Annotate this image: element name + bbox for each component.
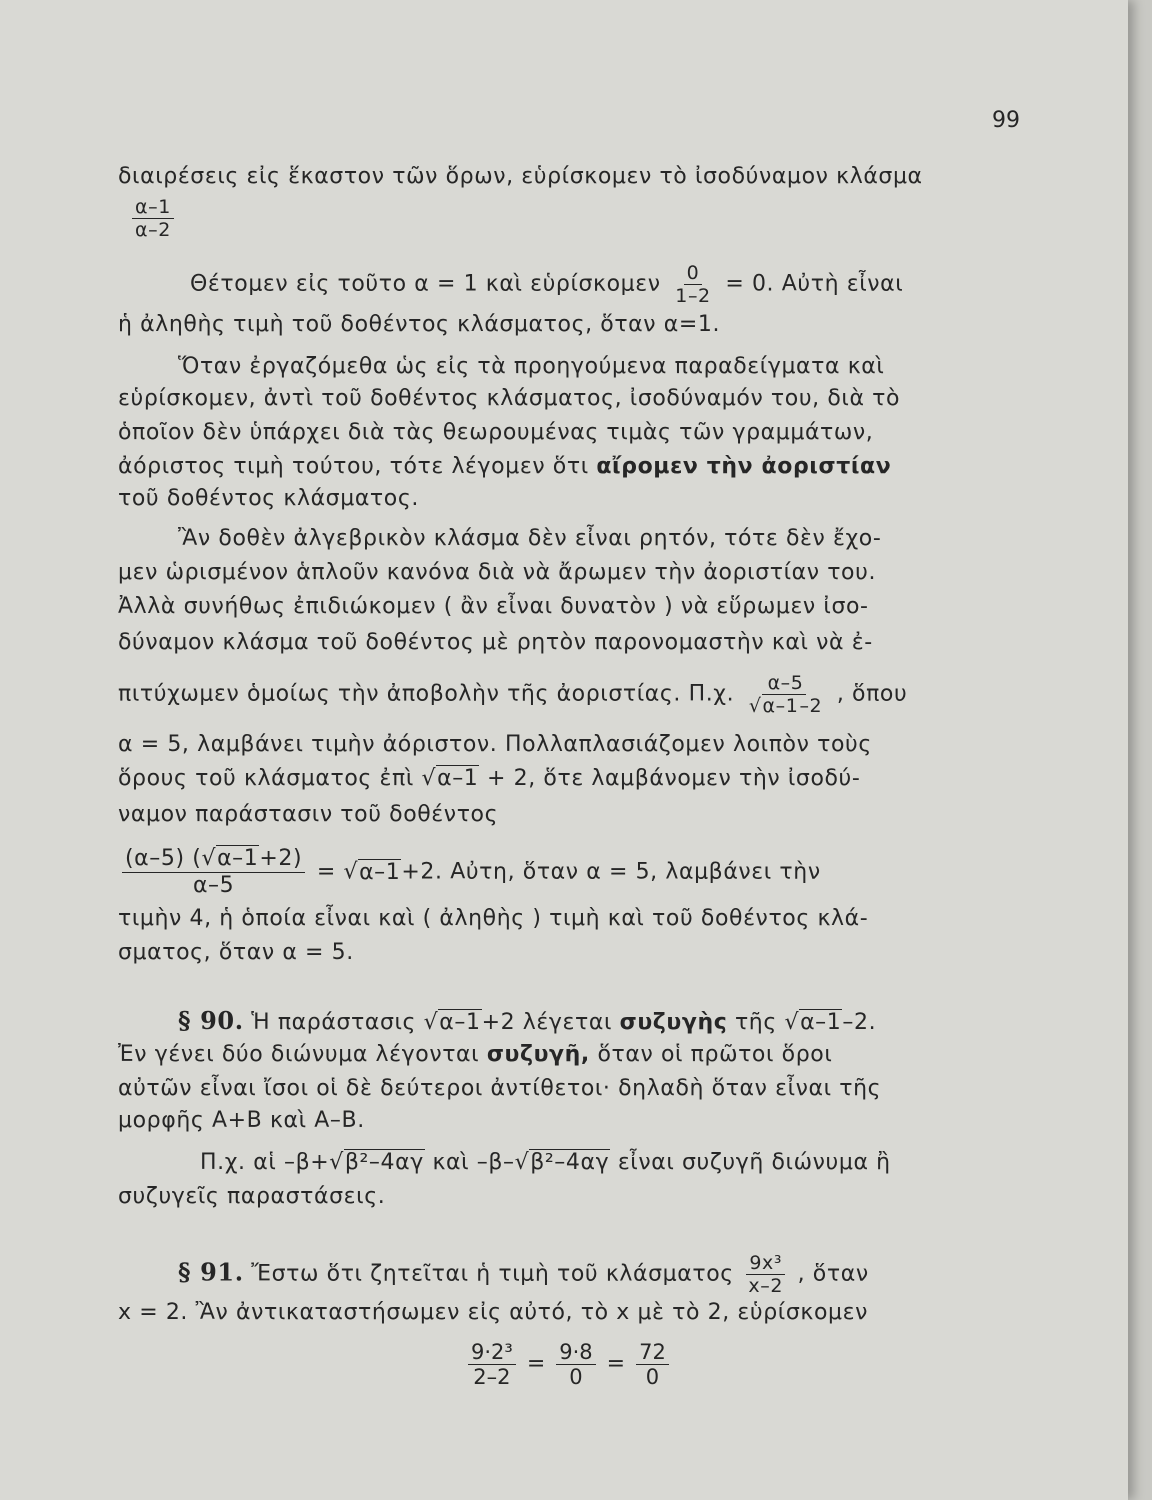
fraction-numerator: 9·2³ bbox=[468, 1340, 516, 1365]
text-span: πιτύχωμεν ὁμοίως τὴν ἀποβολὴν τῆς ἀοριστίας. Π.χ. bbox=[118, 681, 735, 707]
equals-sign: = bbox=[606, 1351, 626, 1377]
text-span: (α–5) ( bbox=[125, 846, 202, 871]
bold-term: συζυγῆ, bbox=[486, 1042, 590, 1067]
text-span: Ἔστω ὅτι ζητεῖται ἡ τιμὴ τοῦ κλάσματος bbox=[251, 1261, 734, 1287]
fraction-denominator: 0 bbox=[645, 1365, 660, 1389]
radicand: α–1 bbox=[437, 766, 479, 791]
sqrt-expression: √β²–4αγ bbox=[514, 1150, 610, 1175]
text-line-2 bbox=[128, 196, 178, 241]
text-line-7: ὁποῖον δὲν ὑπάρχει διὰ τὰς θεωρουμένας τιμὰς τῶν γραμμάτων, bbox=[118, 420, 874, 445]
fraction-denominator: 2–2 bbox=[473, 1365, 511, 1389]
fraction-product bbox=[122, 846, 305, 899]
text-span: ἀόριστος τιμὴ τούτου, τότε λέγομεν ὅτι bbox=[118, 454, 589, 479]
text-line-19: τιμὴν 4, ἡ ὁποία εἶναι καὶ ( ἀληθὴς ) τιμὴ καὶ τοῦ δοθέντος κλά- bbox=[118, 906, 869, 931]
text-line-1: διαιρέσεις εἰς ἕκαστον τῶν ὅρων, εὑρίσκομεν τὸ ἰσοδύναμον κλάσμα bbox=[118, 164, 923, 189]
text-span: ὅρους τοῦ κλάσματος ἐπὶ bbox=[118, 766, 414, 791]
text-line-6: εὑρίσκομεν, ἀντὶ τοῦ δοθέντος κλάσματος, ἰσοδύναμόν του, διὰ τὸ bbox=[118, 386, 901, 411]
text-line-27 bbox=[178, 1252, 869, 1297]
fraction-denominator: 0 bbox=[569, 1365, 583, 1389]
text-span: +2 λέγεται bbox=[481, 1010, 613, 1035]
page-number: 99 bbox=[992, 108, 1020, 133]
text-span: –2. bbox=[842, 1010, 877, 1035]
fraction-numerator: α–5 bbox=[765, 672, 807, 695]
text-line-12: Ἀλλὰ συνήθως ἐπιδιώκομεν ( ἂν εἶναι δυνατὸν ) νὰ εὕρωμεν ἰσο- bbox=[118, 594, 869, 619]
text-span: Ἡ παράστασις bbox=[251, 1010, 417, 1035]
fraction-numerator: 9·8 bbox=[556, 1340, 595, 1365]
centered-equation bbox=[464, 1340, 673, 1389]
fraction-numerator: α–1 bbox=[132, 196, 174, 219]
equals-sign: = bbox=[316, 859, 336, 885]
text-line-18 bbox=[118, 846, 821, 899]
text-line-11: μεν ὡρισμένον ἁπλοῦν κανόνα διὰ νὰ ἄρωμεν τὴν ἀοριστίαν του. bbox=[118, 560, 877, 585]
text-span: Π.χ. αἱ –β+ bbox=[200, 1150, 330, 1175]
radicand: β²–4αγ bbox=[530, 1150, 610, 1175]
text-line-14 bbox=[118, 672, 907, 717]
sqrt-expression: √α–1 bbox=[423, 1010, 481, 1035]
text-line-21 bbox=[178, 1006, 876, 1038]
text-line-20: σματος, ὅταν α = 5. bbox=[118, 940, 354, 965]
text-span: , ὅπου bbox=[836, 681, 908, 707]
bold-term: αἴρομεν τὴν ἀοριστίαν bbox=[596, 454, 892, 479]
text-span: καὶ –β– bbox=[432, 1150, 515, 1175]
text-span: , ὅταν bbox=[797, 1261, 869, 1287]
text-span: τῆς bbox=[734, 1010, 777, 1035]
fraction-9-8 bbox=[556, 1340, 595, 1389]
text-line-24: μορφῆς Α+Β καὶ Α–Β. bbox=[118, 1108, 365, 1133]
radicand: β²–4αγ bbox=[344, 1150, 424, 1175]
text-line-10: Ἂν δοθὲν ἀλγεβρικὸν κλάσμα δὲν εἶναι ρητόν, τότε δὲν ἔχο- bbox=[178, 526, 882, 551]
text-line-9: τοῦ δοθέντος κλάσματος. bbox=[118, 486, 419, 511]
fraction-a1-a2 bbox=[132, 196, 174, 241]
fraction-denominator: 1–2 bbox=[675, 285, 711, 307]
text-line-16 bbox=[118, 764, 860, 794]
fraction-numerator: 9x³ bbox=[746, 1252, 785, 1275]
fraction-denominator: √α–1–2 bbox=[748, 695, 823, 717]
fraction-denominator: α–5 bbox=[192, 873, 235, 898]
fraction-a5-sqrt bbox=[746, 672, 825, 717]
text-line-23: αὐτῶν εἶναι ἴσοι οἱ δὲ δεύτεροι ἀντίθετοι· δηλαδὴ ὅταν εἶναι τῆς bbox=[118, 1076, 882, 1101]
text-span: εἶναι συζυγῆ διώνυμα ἢ bbox=[617, 1150, 891, 1175]
text-span: +2. Αὐτη, ὅταν α = 5, λαμβάνει τὴν bbox=[401, 859, 821, 885]
equals-sign: = bbox=[526, 1351, 546, 1377]
text-span: ὅταν οἱ πρῶτοι ὅροι bbox=[597, 1042, 833, 1067]
fraction-72 bbox=[636, 1340, 669, 1389]
fraction-0-1-2 bbox=[672, 262, 713, 307]
fraction-numerator: 72 bbox=[636, 1340, 669, 1365]
text-span: = 0. Αὐτὴ εἶναι bbox=[725, 271, 904, 297]
text-line-13: δύναμον κλάσμα τοῦ δοθέντος μὲ ρητὸν παρονομαστὴν καὶ νὰ ἐ- bbox=[118, 630, 873, 655]
fraction-numerator: (α–5) (√α–1+2) bbox=[122, 846, 305, 873]
radicand: α–1 bbox=[439, 1010, 481, 1035]
text-line-8 bbox=[118, 452, 891, 482]
text-span: Θέτομεν εἰς τοῦτο α = 1 καὶ εὑρίσκομεν bbox=[190, 271, 661, 297]
radicand: α–1 bbox=[217, 846, 259, 871]
text-line-22 bbox=[118, 1040, 832, 1070]
fraction-denominator: α–2 bbox=[135, 219, 171, 241]
sqrt-expression: √α–1 bbox=[784, 1010, 842, 1035]
text-span: –2 bbox=[799, 695, 823, 717]
fraction-numerator: 0 bbox=[684, 262, 703, 285]
section-number-91: § 91. bbox=[178, 1257, 244, 1287]
text-span: Ἐν γένει δύο διώνυμα λέγονται bbox=[118, 1042, 480, 1067]
text-span: +2) bbox=[259, 846, 303, 871]
fraction-9-2cubed bbox=[468, 1340, 516, 1389]
radicand: α–1 bbox=[762, 695, 799, 717]
text-line-25 bbox=[200, 1148, 891, 1178]
text-line-4: ἡ ἀληθὴς τιμὴ τοῦ δοθέντος κλάσματος, ὅταν α=1. bbox=[118, 312, 721, 337]
text-line-15: α = 5, λαμβάνει τιμὴν ἀόριστον. Πολλαπλασιάζομεν λοιπὸν τοὺς bbox=[118, 732, 872, 757]
sqrt-expression: √α–1 bbox=[343, 859, 401, 885]
text-span: + 2, ὅτε λαμβάνομεν τὴν ἰσοδύ- bbox=[487, 766, 861, 791]
sqrt-expression: √α–1 bbox=[421, 766, 479, 791]
radicand: α–1 bbox=[800, 1010, 842, 1035]
sqrt-expression: √β²–4αγ bbox=[329, 1150, 424, 1175]
fraction-9x3 bbox=[745, 1252, 786, 1297]
text-line-3 bbox=[190, 262, 903, 307]
text-line-5: Ὅταν ἐργαζόμεθα ὡς εἰς τὰ προηγούμενα παραδείγματα καὶ bbox=[178, 354, 885, 379]
text-line-28: x = 2. Ἂν ἀντικαταστήσωμεν εἰς αὐτό, τὸ x μὲ τὸ 2, εὑρίσκομεν bbox=[118, 1300, 868, 1325]
text-line-26: συζυγεῖς παραστάσεις. bbox=[118, 1184, 386, 1209]
text-line-17: ναμον παράστασιν τοῦ δοθέντος bbox=[118, 802, 499, 827]
fraction-denominator: x–2 bbox=[748, 1275, 784, 1297]
bold-term: συζυγὴς bbox=[619, 1010, 728, 1035]
section-number-90: § 90. bbox=[178, 1006, 244, 1035]
radicand: α–1 bbox=[359, 859, 401, 885]
